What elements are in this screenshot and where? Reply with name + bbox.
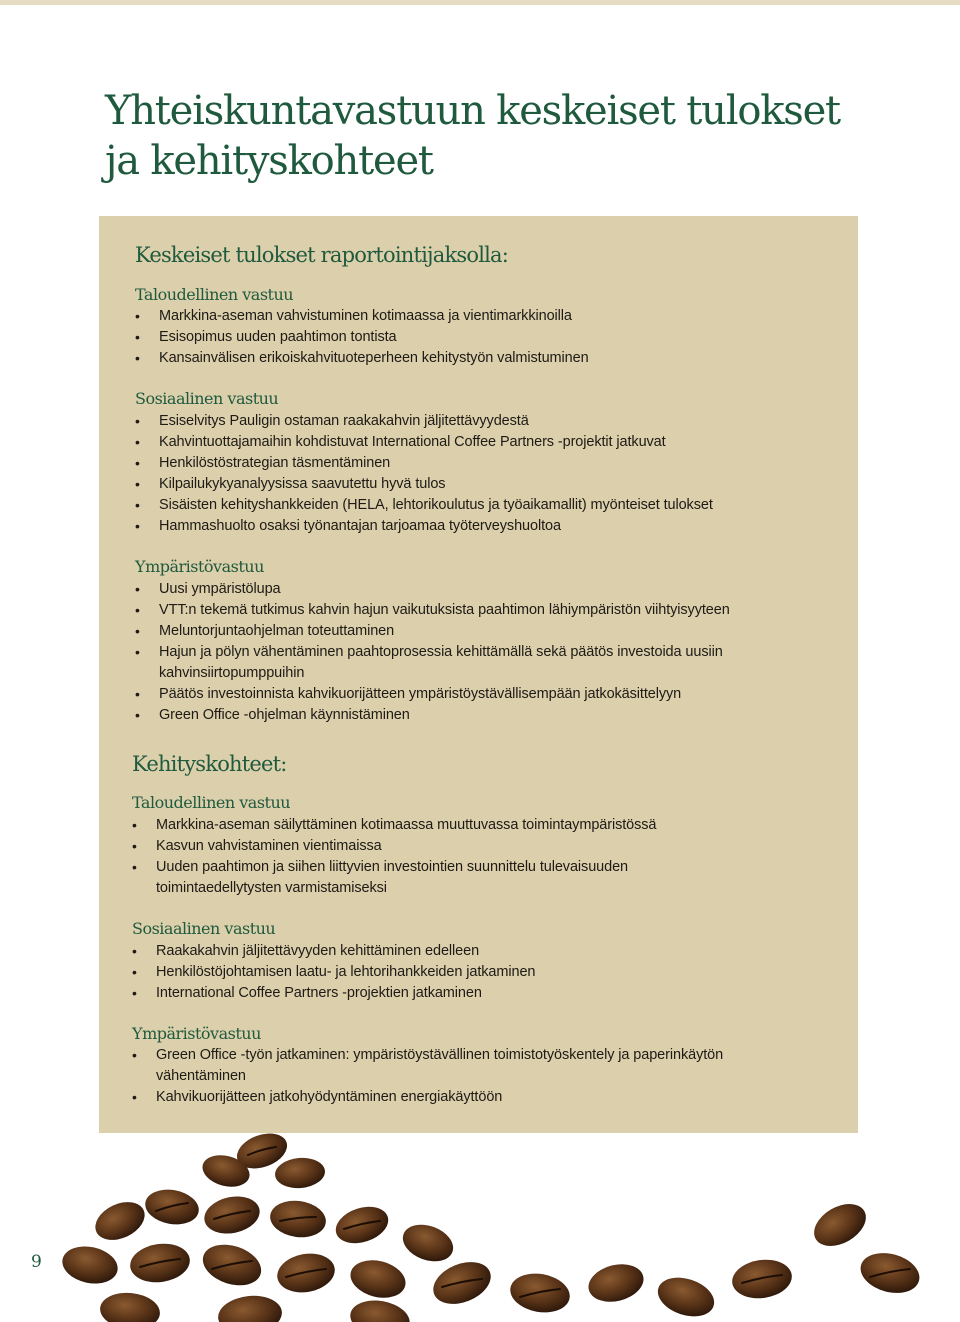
list-item-text: Kasvun vahvistaminen vientimaissa [156,838,382,854]
list-item [135,684,795,705]
list-item-text: Meluntorjuntaohjelman toteuttaminen [159,623,395,639]
list-item-text: Esiselvitys Pauligin ostaman raakakahvin jäljitettävyydestä [159,413,529,429]
bullet-icon: • [132,943,137,959]
development-economic-heading: Taloudellinen vastuu [132,793,291,812]
coffee-bean-icon [98,1290,161,1322]
coffee-bean-icon [653,1271,719,1322]
list-item [135,600,795,621]
list-item-text: Raakakahvin jäljitettävyyden kehittäminen edelleen [156,943,480,959]
bullet-icon: • [135,455,140,471]
list-item [132,941,792,962]
list-item-text: Uusi ympäristölupa [159,581,281,597]
list-item-text: Päätös investoinnista kahvikuorijätteen ympäristöystävällisempään jatkokäsittelyyn [159,686,682,702]
list-item [132,962,792,983]
list-item-text: Esisopimus uuden paahtimon tontista [159,329,397,345]
bullet-icon: • [135,476,140,492]
page-title-line-1: Yhteiskuntavastuun keskeiset tulokset [105,88,840,134]
coffee-bean-icon [347,1296,412,1322]
results-environmental-list [135,579,795,726]
list-item-text: Markkina-aseman säilyttäminen kotimaassa muuttuvassa toimintaympäristössä [156,817,657,833]
list-item [135,348,795,369]
bullet-icon: • [135,518,140,534]
top-rule [0,0,960,5]
coffee-bean-icon [274,1156,326,1190]
coffee-bean-icon [59,1242,121,1289]
results-economic-heading: Taloudellinen vastuu [135,285,294,304]
bullet-icon: • [132,838,137,854]
list-item [132,983,792,1004]
bullet-icon: • [135,350,140,366]
list-item [135,621,795,642]
list-item [135,642,749,684]
coffee-bean-icon [346,1255,409,1303]
development-heading: Kehityskohteet: [132,752,287,776]
list-item-text: VTT:n tekemä tutkimus kahvin hajun vaikutuksista paahtimon lähiympäristön viihtyisyyteen [159,602,730,618]
bullet-icon: • [132,985,137,1001]
results-environmental-heading: Ympäristövastuu [135,557,264,576]
list-item-text: International Coffee Partners -projektien jatkaminen [156,985,482,1001]
bullet-icon: • [132,1047,137,1063]
coffee-bean-icon [89,1195,150,1248]
coffee-bean-icon [216,1293,284,1322]
development-environmental-list [132,1045,792,1108]
list-item-text: Sisäisten kehityshankkeiden (HELA, lehtorikoulutus ja työaikamallit) myönteiset tulokset [159,497,713,513]
content-panel [99,216,858,1133]
list-item-text: Henkilöstöstrategian täsmentäminen [159,455,391,471]
list-item [135,411,795,432]
coffee-bean-icon [584,1259,647,1307]
bullet-icon: • [135,686,140,702]
development-social-list [132,941,792,1004]
bullet-icon: • [135,623,140,639]
list-item [132,1087,792,1108]
list-item [135,579,795,600]
list-item [132,857,701,899]
list-item [132,1045,816,1087]
list-item [132,836,792,857]
list-item-text: Henkilöstöjohtamisen laatu- ja lehtorihankkeiden jatkaminen [156,964,536,980]
list-item-text: Green Office -työn jatkaminen: ympäristöystävällinen toimistotyöskentely ja paperinkäytön vähentäminen [156,1047,724,1084]
coffee-bean-icon [398,1218,458,1268]
list-item-text: Hajun ja pölyn vähentäminen paahtoprosessia kehittämällä sekä päätös investoida uusiin kahvinsiirtopumppuihin [159,644,723,681]
bullet-icon: • [135,308,140,324]
results-social-list [135,411,795,537]
list-item-text: Markkina-aseman vahvistuminen kotimaassa ja vientimarkkinoilla [159,308,572,324]
bullet-icon: • [135,602,140,618]
development-environmental-heading: Ympäristövastuu [132,1024,261,1043]
bullet-icon: • [132,1089,137,1105]
page-title-line-2: ja kehityskohteet [105,138,433,184]
list-item [135,495,795,516]
list-item [135,705,795,726]
page-number: 9 [31,1252,42,1272]
results-economic-list [135,306,795,369]
list-item [135,432,795,453]
list-item [135,453,795,474]
list-item [135,327,795,348]
bullet-icon: • [135,434,140,450]
list-item [132,815,792,836]
development-economic-list [132,815,792,899]
list-item-text: Green Office -ohjelman käynnistäminen [159,707,410,723]
bullet-icon: • [135,413,140,429]
coffee-beans-image [0,1133,960,1322]
bullet-icon: • [135,497,140,513]
bullet-icon: • [132,817,137,833]
bullet-icon: • [132,964,137,980]
bullet-icon: • [135,329,140,345]
bullet-icon: • [132,859,137,875]
coffee-bean-icon [807,1195,873,1254]
list-item-text: Kahvikuorijätteen jatkohyödyntäminen energiakäyttöön [156,1089,503,1105]
development-social-heading: Sosiaalinen vastuu [132,919,276,938]
results-social-heading: Sosiaalinen vastuu [135,389,279,408]
bullet-icon: • [135,707,140,723]
bullet-icon: • [135,644,140,660]
page-title [105,86,885,186]
list-item-text: Kahvintuottajamaihin kohdistuvat International Coffee Partners -projektit jatkuvat [159,434,666,450]
list-item [135,474,795,495]
bullet-icon: • [135,581,140,597]
list-item [135,306,795,327]
list-item-text: Kilpailukykyanalyysissa saavutettu hyvä tulos [159,476,446,492]
list-item [135,516,795,537]
list-item-text: Hammashuolto osaksi työnantajan tarjoamaa työterveyshuoltoa [159,518,561,534]
list-item-text: Kansainvälisen erikoiskahvituoteperheen kehitystyön valmistuminen [159,350,589,366]
list-item-text: Uuden paahtimon ja siihen liittyvien investointien suunnittelu tulevaisuuden toimintaedellytysten varmistamiseksi [156,859,629,896]
results-heading: Keskeiset tulokset raportointijaksolla: [135,243,509,267]
